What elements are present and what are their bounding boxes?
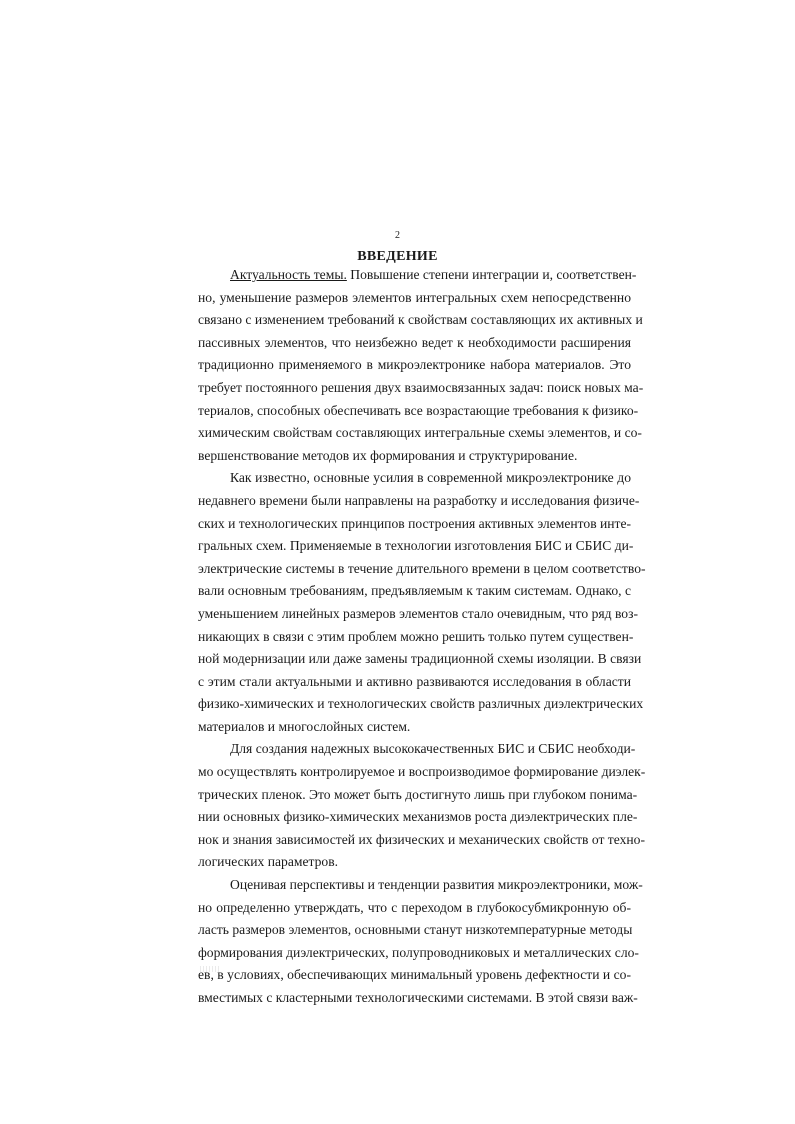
paragraph <box>198 738 646 874</box>
text-line: физико-химических и технологических свойств различных диэлектрических <box>198 696 644 712</box>
text-line: нок и знания зависимостей их физических и механических свойств от техно- <box>198 831 645 847</box>
text-line: уменьшением линейных размеров элементов стало очевидным, что ряд воз- <box>198 605 638 621</box>
text-line: ев, в условиях, обеспечивающих минимальный уровень дефектности и со- <box>198 967 631 983</box>
text-line: но, уменьшение размеров элементов интегральных схем непосредственно <box>198 289 631 305</box>
text-line: электрические системы в течение длительного времени в целом соответство- <box>198 560 646 576</box>
section-lead: Актуальность темы. <box>230 267 347 282</box>
text-line: гральных схем. Применяемые в технологии изготовления БИС и СБИС ди- <box>198 538 634 554</box>
text-line: традиционно применяемого в микроэлектронике набора материалов. Это <box>198 357 631 373</box>
text-line: Как известно, основные усилия в современной микроэлектронике до <box>230 470 631 486</box>
text-line: Оценивая перспективы и тенденции развития микроэлектроники, мож- <box>230 877 643 893</box>
text-line: материалов и многослойных систем. <box>198 718 411 734</box>
text-line: пассивных элементов, что неизбежно ведет к необходимости расширения <box>198 334 631 350</box>
paragraph <box>198 467 646 738</box>
text-line: связано с изменением требований к свойствам составляющих их активных и <box>198 312 643 328</box>
text-line: ной модернизации или даже замены традиционной схемы изоляции. В связи <box>198 651 642 667</box>
text-line: вершенствование методов их формирования и структурирование. <box>198 447 578 463</box>
text-line: логических параметров. <box>198 854 339 870</box>
text-line: химическим свойствам составляющих интегральные схемы элементов, и со- <box>198 425 642 441</box>
text-line: трических пленок. Это может быть достигнуто лишь при глубоком понима- <box>198 786 638 802</box>
text-line: нии основных физико-химических механизмов роста диэлектрических пле- <box>198 809 638 825</box>
text-line: териалов, способных обеспечивать все возрастающие требования к физико- <box>198 402 639 418</box>
text-line: ских и технологических принципов построения активных элементов инте- <box>198 515 632 531</box>
text-line: Для создания надежных высококачественных БИС и СБИС необходи- <box>230 741 636 757</box>
paragraph-relevance <box>198 264 644 467</box>
text-line: но определенно утверждать, что с переходом в глубокосубмикронную об- <box>198 899 631 915</box>
page-number: 2 <box>395 230 400 241</box>
text-line: мо осуществлять контролируемое и воспроизводимое формирование диэлек- <box>198 764 646 780</box>
text-line: вместимых с кластерными технологическими системами. В этой связи важ- <box>198 990 638 1005</box>
text-line: требует постоянного решения двух взаимосвязанных задач: поиск новых ма- <box>198 379 644 395</box>
scan-artifact <box>200 966 220 972</box>
text-line: Актуальность темы. Повышение степени интеграции и, соответствен- <box>230 267 637 282</box>
text-line: вали основным требованиям, предъявляемым к таким системам. Однако, с <box>198 583 631 599</box>
text-line: с этим стали актуальными и активно развиваются исследования в области <box>198 673 631 689</box>
body-text <box>198 264 646 1010</box>
text-line: ласть размеров элементов, основными станут низкотемпературные методы <box>198 922 633 938</box>
paragraph <box>198 874 643 1010</box>
text-line: недавнего времени были направлены на разработку и исследования физиче- <box>198 492 640 508</box>
text-line: формирования диэлектрических, полупроводниковых и металлических сло- <box>198 944 639 960</box>
text-line: никающих в связи с этим проблем можно решить только путем существен- <box>198 628 634 644</box>
page-title: ВВЕДЕНИЕ <box>357 249 438 264</box>
